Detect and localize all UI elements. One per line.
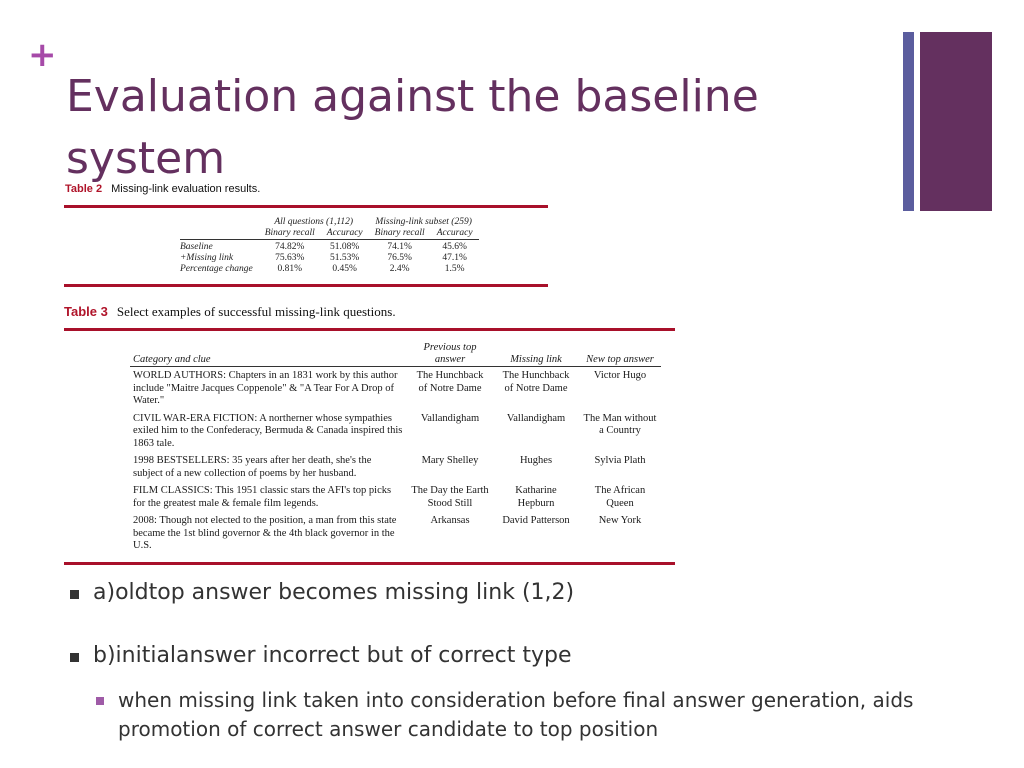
table2 — [180, 217, 479, 275]
table2-caption-text: Missing-link evaluation results. — [111, 183, 261, 195]
table2-cell: 0.81% — [277, 264, 303, 274]
table3-cell: Katharine Hepburn — [515, 485, 557, 509]
table3-header: Missing link — [493, 340, 579, 367]
table2-cell: 1.5% — [444, 264, 465, 274]
table3-cell: The Man without a Country — [583, 412, 657, 436]
table2-cell: 2.4% — [389, 264, 410, 274]
table-row — [130, 367, 661, 410]
table3-clue: FILM CLASSICS: This 1951 classic stars the AFI's top picks for the greatest male & female film legends. — [133, 485, 392, 509]
table2-cell: 47.1% — [442, 253, 467, 263]
table3 — [130, 340, 661, 555]
table3-clue: 2008: Though not elected to the position, a man from this state became the 1st blind governor & the 4th black governor in the U.S. — [133, 515, 397, 551]
table3-bottom-rule — [64, 562, 675, 565]
table3-header: Previous top answer — [407, 340, 493, 367]
decorative-bar-thick — [920, 32, 992, 211]
table3-caption-text: Select examples of successful missing-link questions. — [116, 304, 396, 319]
table-row — [130, 482, 661, 512]
table3-clue: CIVIL WAR-ERA FICTION: A northerner whose sympathies exiled him to the Confederacy, Bermuda & Canada inspired this 1863 tale. — [133, 412, 403, 449]
table3-clue: WORLD AUTHORS: Chapters in an 1831 work by this author include "Maitre Jacques Coppenole" & "A Tear For A Drop of Water." — [133, 370, 398, 406]
table2-row-name: Percentage change — [180, 264, 253, 274]
table-row — [130, 512, 661, 555]
table3-cell: New York — [598, 515, 642, 526]
table2-cell: 76.5% — [387, 253, 412, 263]
bullet-text: a)oldtop answer becomes missing link (1,2) — [93, 580, 575, 605]
table2-cell: 0.45% — [332, 264, 357, 274]
sub-bullet-text: when missing link taken into consideration before final answer generation, aids promotion of correct answer candidate to top position — [118, 688, 914, 741]
table3-cell: The Day the Earth Stood Still — [411, 485, 489, 509]
table2-cell: 51.08% — [330, 242, 360, 252]
slide-title: Evaluation against the baseline system — [66, 71, 759, 184]
table3-cell: The Hunchback of Notre Dame — [416, 370, 484, 394]
table3-cell: The African Queen — [594, 485, 646, 509]
table3-top-rule — [64, 328, 675, 331]
table3-clue: 1998 BESTSELLERS: 35 years after her death, she's the subject of a new collection of poems by her husband. — [133, 455, 372, 479]
table2-row-name: Baseline — [180, 242, 213, 252]
table3-cell: Sylvia Plath — [594, 455, 646, 466]
table-row — [180, 240, 479, 254]
table3-caption — [64, 304, 396, 320]
table2-subheader: Binary recall — [369, 228, 431, 240]
bullet-text: b)initialanswer incorrect but of correct type — [93, 643, 572, 668]
table2-label: Table 2 — [65, 183, 103, 195]
table-row — [180, 253, 479, 264]
table3-cell: Vallandigham — [420, 412, 480, 424]
table2-cell: 74.82% — [275, 242, 305, 252]
table2-cell: 45.6% — [442, 242, 467, 252]
table3-cell: The Hunchback of Notre Dame — [502, 370, 570, 394]
decorative-bar-thin — [903, 32, 914, 211]
table-row — [130, 410, 661, 453]
table2-row-name: +Missing link — [180, 253, 234, 263]
square-bullet-icon — [70, 653, 79, 662]
square-bullet-icon — [96, 697, 104, 705]
table3-header: New top answer — [579, 340, 661, 367]
table3-cell: Hughes — [519, 455, 553, 466]
table2-subheader: Accuracy — [431, 228, 479, 240]
table3-cell: Vallandigham — [506, 412, 566, 424]
table3-label: Table 3 — [64, 304, 108, 319]
table3-cell: David Patterson — [502, 515, 570, 526]
table2-top-rule — [64, 205, 548, 208]
table2-subheader: Binary recall — [259, 228, 321, 240]
table2-bottom-rule — [64, 284, 548, 287]
table2-subheader: Accuracy — [321, 228, 369, 240]
table2-cell: 74.1% — [387, 242, 412, 252]
table2-cell: 51.53% — [330, 253, 360, 263]
table3-cell: Mary Shelley — [421, 455, 479, 466]
table2-group-header: Missing-link subset (259) — [375, 217, 472, 227]
table3-cell: Victor Hugo — [593, 370, 647, 381]
square-bullet-icon — [70, 590, 79, 599]
table2-caption — [65, 183, 260, 195]
table2-group-header: All questions (1,112) — [274, 217, 354, 227]
table3-cell: Arkansas — [430, 515, 470, 526]
table3-header: Category and clue — [130, 340, 407, 367]
table2-cell: 75.63% — [275, 253, 305, 263]
plus-icon: + — [28, 35, 57, 75]
table-row — [130, 452, 661, 482]
table-row — [180, 264, 479, 275]
